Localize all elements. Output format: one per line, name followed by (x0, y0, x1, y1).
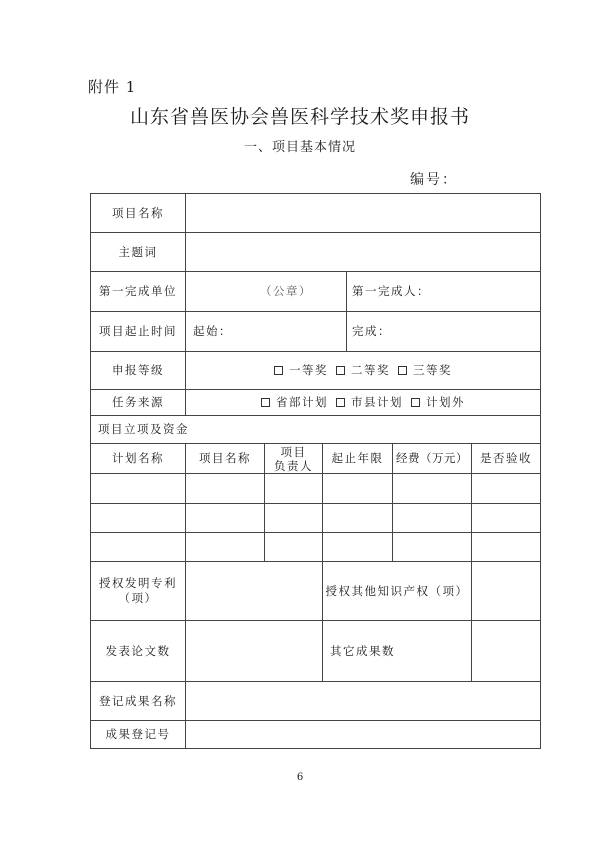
number-label: 编号： (410, 172, 458, 188)
col-period: 起止年限 (331, 451, 384, 465)
col-project-name: 项目名称 (199, 451, 251, 465)
level-options (186, 352, 540, 389)
checkbox-icon[interactable] (398, 366, 407, 375)
grid-line (90, 503, 540, 504)
reg-no-field[interactable] (186, 721, 540, 748)
first-unit-label: 第一完成单位 (99, 284, 177, 298)
other-results-field[interactable] (472, 621, 540, 681)
grid-line (322, 620, 323, 681)
attachment-label: 附件 1 (88, 78, 137, 96)
first-unit-field[interactable] (186, 272, 346, 311)
checkbox-icon[interactable] (274, 366, 283, 375)
level-label: 申报等级 (112, 363, 164, 377)
level-option-second[interactable]: 二等奖 (336, 363, 390, 378)
keywords-label: 主题词 (118, 244, 158, 259)
reg-no-label: 成果登记号 (105, 727, 171, 741)
patents-field[interactable] (186, 562, 322, 620)
period-label: 项目起止时间 (99, 324, 177, 338)
other-ip-field[interactable] (472, 562, 540, 620)
seal-note: （公章） (260, 284, 312, 298)
first-person-label: 第一完成人： (352, 284, 430, 298)
keywords-field[interactable] (186, 233, 540, 271)
other-ip-label: 授权其他知识产权（项） (325, 583, 469, 598)
papers-label: 发表论文数 (105, 643, 171, 658)
source-option-provincial[interactable]: 省部计划 (261, 395, 328, 410)
grid-line (90, 748, 540, 749)
checkbox-icon[interactable] (336, 398, 345, 407)
reg-name-field[interactable] (186, 682, 540, 720)
document-title: 山东省兽医协会兽医科学技术奖申报书 (129, 106, 470, 128)
funding-label: 项目立项及资金 (98, 422, 189, 436)
project-name-field[interactable] (186, 194, 540, 232)
patents-label: 授权发明专利 （项） (99, 576, 177, 605)
col-funds: 经费（万元） (396, 451, 468, 465)
grid-line (90, 532, 540, 533)
checkbox-icon[interactable] (336, 366, 345, 375)
source-option-none[interactable]: 计划外 (411, 395, 465, 410)
level-option-third[interactable]: 三等奖 (398, 363, 452, 378)
level-option-first[interactable]: 一等奖 (274, 363, 328, 378)
col-accepted: 是否验收 (480, 451, 532, 465)
col-plan-name: 计划名称 (112, 451, 164, 465)
source-label: 任务来源 (112, 395, 164, 409)
start-field[interactable] (193, 312, 343, 351)
source-option-municipal[interactable]: 市县计划 (336, 395, 403, 410)
checkbox-icon[interactable] (411, 398, 420, 407)
grid-line (90, 473, 540, 474)
grid-line (540, 193, 541, 749)
col-project-leader: 项目 负责人 (274, 444, 313, 473)
other-results-label: 其它成果数 (330, 643, 395, 658)
first-person-field[interactable] (352, 272, 538, 311)
grid-line (346, 271, 347, 351)
start-label: 起始： (193, 324, 232, 338)
source-options (186, 390, 540, 415)
page-number: 6 (296, 772, 304, 783)
reg-name-label: 登记成果名称 (99, 693, 177, 708)
end-label: 完成： (352, 324, 391, 338)
papers-field[interactable] (186, 621, 322, 681)
end-field[interactable] (352, 312, 538, 351)
section-heading: 一、项目基本情况 (243, 140, 356, 155)
project-name-label: 项目名称 (112, 205, 164, 220)
checkbox-icon[interactable] (261, 398, 270, 407)
